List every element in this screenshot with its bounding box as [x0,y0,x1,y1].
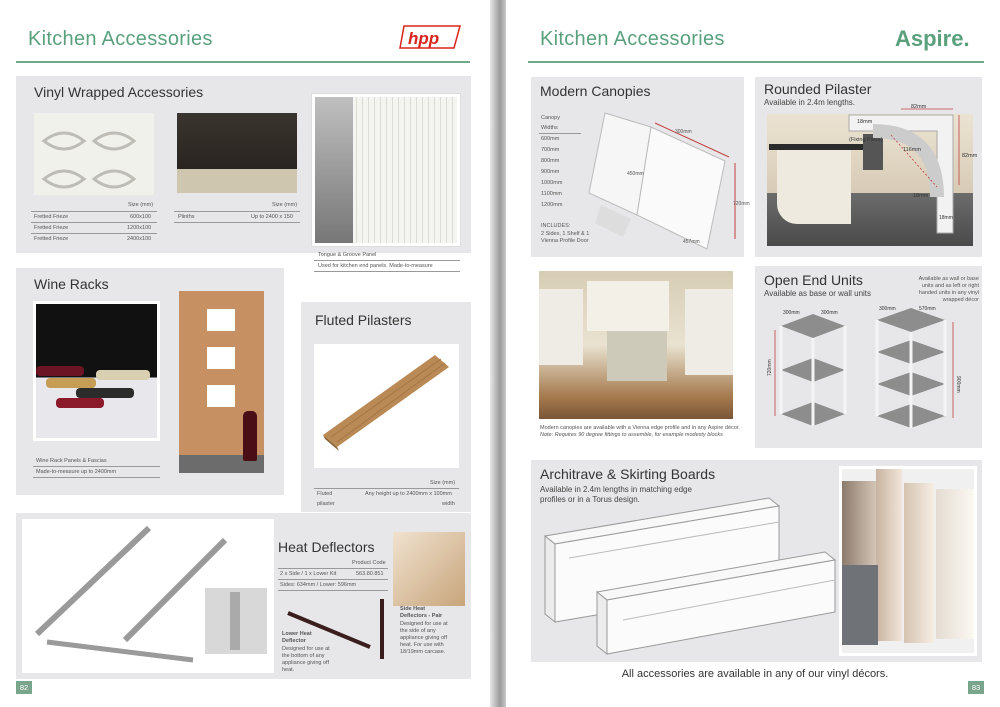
wine-rack-cabinet-photo [176,288,267,476]
canopies-panel [531,77,750,257]
wine-heading: Wine Racks [34,276,109,292]
fluted-name: Fluted [317,491,333,497]
openend-note: Available as wall or base units and as left or right handed units in any vinyl wrapped décor [918,276,979,303]
divider [31,233,157,234]
vinyl-row-name: Fretted Frieze [34,236,69,242]
dim-18a-label: 18mm [857,119,873,125]
footer-note: All accessories are available in any of our vinyl décors. [621,668,889,680]
fluted-size: Any height up to 2400mm x 100mm [365,491,452,497]
fluted-pilaster-photo [314,344,459,468]
page-title: Kitchen Accessories [28,28,213,50]
architrave-panel [531,460,982,662]
deflector-bars-photo [22,519,274,673]
vinyl-row-size: 600x100 [130,214,152,220]
plinths-size: Up to 2400 x 150 [251,214,293,220]
includes-desc: 2 Sides, 1 Shelf & 1 Vienna Profile Door [541,231,590,244]
divider [314,271,460,272]
page-number: 82 [16,681,32,694]
lower-title: Lower Heat Deflector [282,631,312,644]
fluted-size-label: Size (mm) [430,480,456,486]
width-item: 900mm [541,169,560,175]
plinths-name: Plinths [178,214,195,220]
fixing-label: (Fixing Piece) [849,137,883,143]
width-item: 700mm [541,147,560,153]
dim-18c-label: 18mm [939,215,953,221]
title-rule [528,61,984,63]
vinyl-row-size: 1200x100 [127,225,152,231]
canopy-caption2: Note: Requires 90 degree fittings to assemble, for example modesty blocks [540,432,723,438]
wall-unit-shape [539,289,583,365]
divider [174,222,300,223]
canopy-label: Canopy [541,115,560,121]
wall-unit-shape [685,289,733,375]
architrave-heading: Architrave & Skirting Boards [540,466,716,482]
heat-heading: Heat Deflectors [278,539,375,555]
wine-row1: Wine Rack Panels & Fascias [36,458,107,464]
dim-300b-label: 300mm [821,310,838,316]
divider [174,211,300,212]
wine-bottles-photo [33,301,160,441]
pilaster-heading: Rounded Pilaster [764,81,872,97]
vinyl-row-name: Fretted Frieze [34,225,69,231]
sample-board [904,483,934,643]
canopy-dim-a: 300mm [675,129,692,135]
rack-slot [207,309,235,331]
side-desc: Designed for use at the side of any appliance giving off heat. For use with 18/19mm carcase. [400,621,448,655]
divider [278,568,388,569]
sample-board [936,489,974,639]
skirting-samples-photo [839,466,977,656]
width-item: 800mm [541,158,560,164]
divider [539,133,581,134]
fluted-width: width [442,501,455,507]
aspire-logo: Aspire. [895,26,970,51]
panel-name: Tongue & Groove Panel [318,252,377,258]
divider [31,211,157,212]
divider [278,590,388,591]
divider [33,477,160,478]
architrave-diagram [539,492,839,662]
architrave-sub: Available in 2.4m lengths in matching edge profiles or in a Torus design. [540,485,692,504]
dim-18b-label: 18mm [913,193,929,199]
dim-900-label: 900mm [955,376,961,393]
wine-row2: Made-to-measure up to 2400mm [36,469,117,475]
vinyl-heading: Vinyl Wrapped Accessories [34,84,204,100]
divider [31,222,157,223]
widths-label: Widths [541,125,558,131]
width-item: 600mm [541,136,560,142]
vinyl-row-size: 2400x100 [127,236,152,242]
pilaster-sub: Available in 2.4m lengths. [764,98,856,107]
cooker-shape [315,97,353,243]
panel-desc: Used for kitchen end panels. Made-to-measure [318,263,433,269]
rack-slot [207,385,235,407]
splashback-shape [607,331,667,381]
divider [314,260,460,261]
sample-board [842,565,878,645]
heat-row1-name: 2 x Side / 1 x Lower Kit [280,571,337,577]
width-item: 1200mm [541,202,563,208]
dim-82-label: 82mm [911,104,927,110]
fluted-panel [301,302,471,512]
rack-slot [207,347,235,369]
sample-board [876,469,902,641]
deflector-fitted-photo [390,529,468,609]
title-rule [16,61,470,63]
width-item: 1000mm [541,180,563,186]
plinth-size-label: Size (mm) [272,202,298,208]
dim-300a-label: 300mm [783,310,800,316]
pilaster-panel [755,77,982,257]
openend-panel [755,266,982,448]
pilaster-profile-diagram [841,101,981,241]
canopy-dim-c: 720mm [733,201,750,207]
heat-row2: Sides: 634mm / Lower: 596mm [280,582,357,588]
hpp-logo-text: hpp [408,29,440,48]
vinyl-row-name: Fretted Frieze [34,214,69,220]
side-title: Side Heat Deflectors - Pair [400,606,443,619]
canopy-hood-shape [587,281,669,331]
heat-code-label: Product Code [352,560,386,566]
hpp-logo [400,24,462,50]
dim-570-label: 570mm [919,306,936,312]
tongue-groove-photo [312,94,460,246]
includes-label: INCLUDES: [541,223,571,229]
wine-bottle-shape [243,411,257,461]
page-title: Kitchen Accessories [540,28,725,50]
fluted-heading: Fluted Pilasters [315,312,412,328]
heat-panel [16,513,471,679]
plinth-photo [174,110,300,196]
openend-diagram [767,306,973,446]
dim-300c-label: 300mm [879,306,896,312]
page-number: 83 [968,681,984,694]
width-item: 1100mm [541,191,562,197]
island-shape [777,144,851,224]
dim-720-label: 720mm [767,359,773,376]
fretted-frieze-photo [31,110,157,198]
side-deflector-shape [380,599,384,659]
canopy-dim-d: 457mm [683,239,700,245]
canopy-diagram [583,97,750,257]
canopy-kitchen-photo [536,268,736,422]
vinyl-size-label: Size (mm) [128,202,154,208]
divider [278,579,388,580]
fluted-name2: pilaster [317,501,335,507]
heat-row1-code: 563.80.851 [356,571,384,577]
dim-82v-label: 82mm [962,153,978,159]
openend-sub: Available as base or wall units [764,289,872,298]
divider [314,488,459,489]
dim-116-label: 116mm [903,147,921,153]
canopies-heading: Modern Canopies [540,83,651,99]
wine-panel [16,268,284,495]
openend-heading: Open End Units [764,272,863,288]
canopy-caption1: Modern canopies are available with a Vienna edge profile and in any Aspire décor. [540,425,740,431]
lower-desc: Designed for use at the bottom of any appliance giving off heat. [282,646,330,673]
divider [33,466,160,467]
left-page [0,0,494,707]
canopy-dim-b: 450mm [627,171,644,177]
